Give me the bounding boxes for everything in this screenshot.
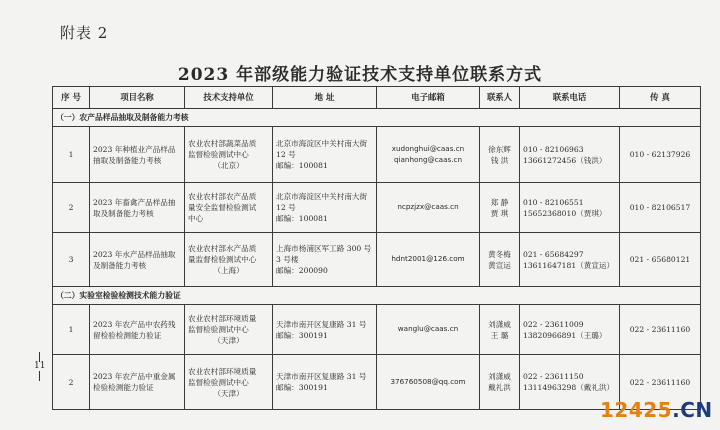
contact-person: 徐东辉 钱 洪 <box>480 127 520 183</box>
row-number: 2 <box>53 183 90 233</box>
contact-person: 郑 静 贾 琪 <box>480 183 520 233</box>
address: 北京市海淀区中关村南大街 12 号 邮编：100081 <box>273 127 377 183</box>
header-phone: 联系电话 <box>520 87 620 109</box>
page-number <box>34 352 44 381</box>
watermark-digits: 12425 <box>600 398 673 422</box>
address: 天津市南开区复康路 31 号 邮编：300191 <box>273 305 377 355</box>
appendix-label: 附表 2 <box>60 24 109 42</box>
phone: 022 - 23611009 13820966891（王璐） <box>520 305 620 355</box>
document-title: 2023 年部级能力验证技术支持单位联系方式 <box>177 65 543 85</box>
phone: 022 - 23611150 13114963298（戴礼洪） <box>520 355 620 410</box>
header-project: 项目名称 <box>90 87 185 109</box>
page-number-dash-bottom <box>39 371 40 381</box>
project-name: 2023 年农产品中重金属 检验检测能力验证 <box>90 355 185 410</box>
fax: 022 - 23611160 <box>620 305 701 355</box>
support-unit: 农业农村部水产品质 量监督检验测试中心 （上海） <box>185 233 273 287</box>
address: 上海市杨浦区军工路 300 号 3 号楼 邮编：200090 <box>273 233 377 287</box>
header-no: 序 号 <box>53 87 90 109</box>
email[interactable]: wanglu@caas.cn <box>377 305 480 355</box>
header-address: 地 址 <box>273 87 377 109</box>
contact-person: 刘潇威 王 璐 <box>480 305 520 355</box>
header-fax: 传 真 <box>620 87 701 109</box>
email[interactable]: xudonghui@caas.cn qianhong@caas.cn <box>377 127 480 183</box>
table-row <box>53 127 701 183</box>
row-number: 1 <box>53 127 90 183</box>
row-number: 3 <box>53 233 90 287</box>
header-unit: 技术支持单位 <box>185 87 273 109</box>
contact-table <box>52 86 701 410</box>
contact-person: 刘潇威 戴礼洪 <box>480 355 520 410</box>
address: 北京市海淀区中关村南大街 12 号 邮编：100081 <box>273 183 377 233</box>
project-name: 2023 年种植业产品样品 抽取及制备能力考核 <box>90 127 185 183</box>
project-name: 2023 年畜禽产品样品抽 取及制备能力考核 <box>90 183 185 233</box>
project-name: 2023 年农产品中农药残 留检验检测能力验证 <box>90 305 185 355</box>
fax: 022 - 23611160 <box>620 355 701 410</box>
section-label: （二）实验室检验检测技术能力验证 <box>53 287 701 305</box>
phone: 010 - 82106963 13661272456（钱洪） <box>520 127 620 183</box>
watermark-domain: .CN <box>672 398 713 422</box>
table-row <box>53 183 701 233</box>
row-number: 2 <box>53 355 90 410</box>
phone: 021 - 65684297 13611647181（黄宣运） <box>520 233 620 287</box>
table-row <box>53 233 701 287</box>
support-unit: 农业农村部蔬菜品质 监督检验测试中心 （北京） <box>185 127 273 183</box>
email[interactable]: 376760508@qq.com <box>377 355 480 410</box>
site-watermark <box>600 398 713 422</box>
phone: 010 - 82106551 15652368010（贾琪） <box>520 183 620 233</box>
row-number: 1 <box>53 305 90 355</box>
section-row <box>53 109 701 127</box>
support-unit: 农业农村部环境质量 监督检验测试中心 （天津） <box>185 305 273 355</box>
address: 天津市南开区复康路 31 号 邮编：300191 <box>273 355 377 410</box>
email[interactable]: hdnt2001@126.com <box>377 233 480 287</box>
table-row <box>53 305 701 355</box>
table-header-row <box>53 87 701 109</box>
section-row <box>53 287 701 305</box>
page-number-value: 11 <box>34 361 46 371</box>
support-unit: 农业农村部农产品质 量安全监督检验测试 中心 <box>185 183 273 233</box>
project-name: 2023 年水产品样品抽取 及制备能力考核 <box>90 233 185 287</box>
fax: 010 - 82106517 <box>620 183 701 233</box>
fax: 021 - 65680121 <box>620 233 701 287</box>
section-label: （一）农产品样品抽取及制备能力考核 <box>53 109 701 127</box>
contact-person: 黄冬梅 黄宣运 <box>480 233 520 287</box>
fax: 010 - 62137926 <box>620 127 701 183</box>
support-unit: 农业农村部环境质量 监督检验测试中心 （天津） <box>185 355 273 410</box>
header-contact: 联系人 <box>480 87 520 109</box>
header-email: 电子邮箱 <box>377 87 480 109</box>
email[interactable]: ncpzjzx@caas.cn <box>377 183 480 233</box>
